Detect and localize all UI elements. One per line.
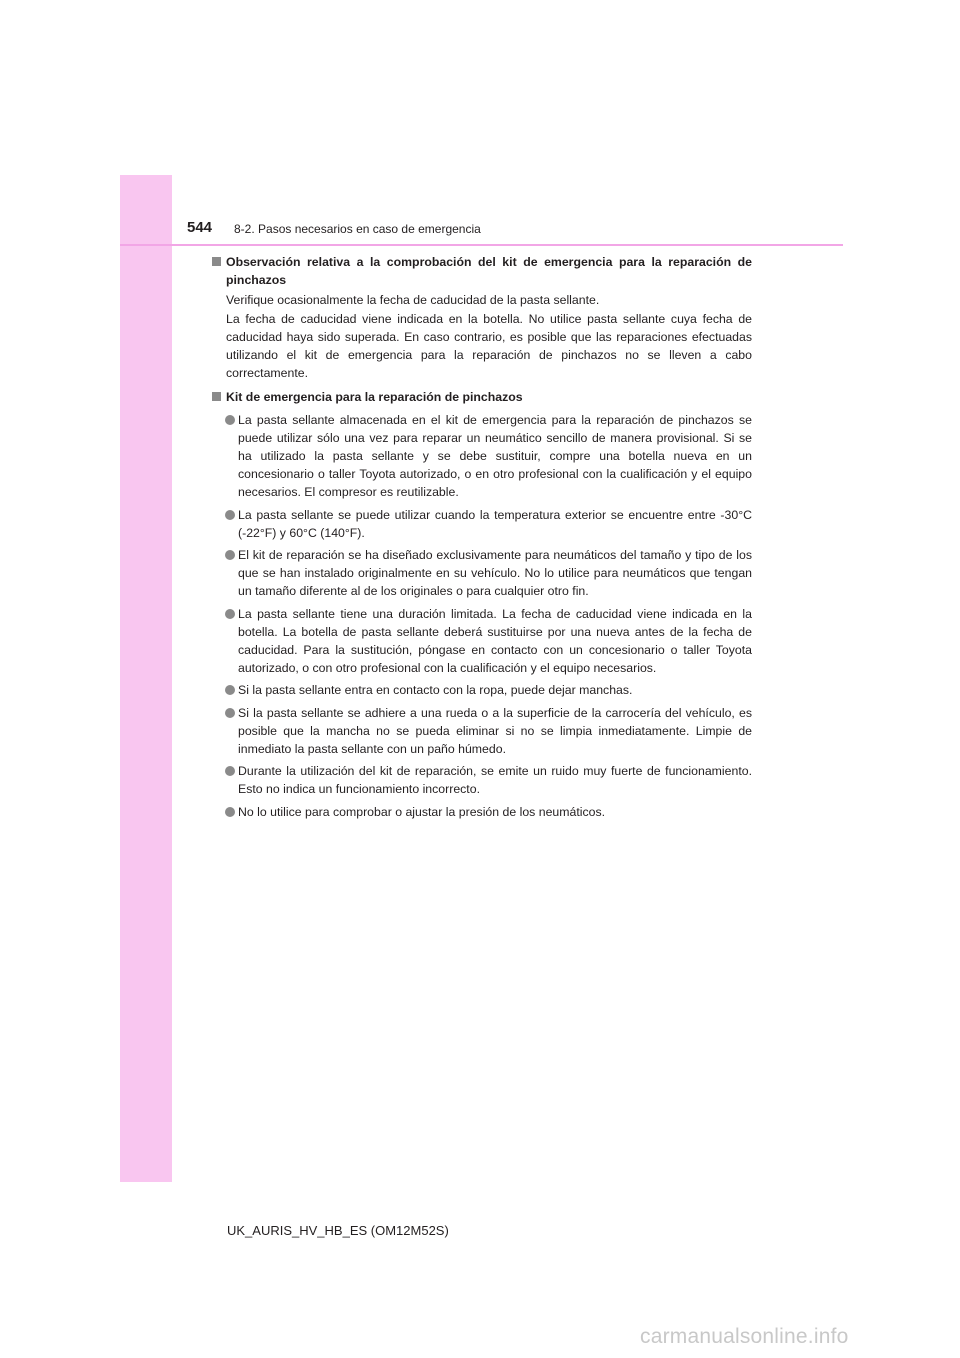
document-code: UK_AURIS_HV_HB_ES (OM12M52S) bbox=[227, 1223, 449, 1238]
page-number: 544 bbox=[187, 219, 213, 236]
round-bullet-icon bbox=[225, 415, 235, 425]
list-item bbox=[210, 506, 752, 542]
list-item-text: La pasta sellante se puede utilizar cuando la temperatura exterior se encuentre entre -30°C (-22°F) y 60°C (140°F). bbox=[238, 507, 752, 540]
list-item bbox=[210, 605, 752, 678]
section-heading-text: Observación relativa a la comprobación del kit de emergencia para la reparación de pinchazos bbox=[226, 255, 752, 288]
section-heading-kit bbox=[210, 388, 752, 406]
list-item bbox=[210, 803, 752, 821]
square-bullet-icon bbox=[212, 257, 221, 266]
round-bullet-icon bbox=[225, 766, 235, 776]
list-item-text: La pasta sellante tiene una duración limitada. La fecha de caducidad viene indicada en la botella. La botella de pasta sellante deberá sustituirse por una nueva antes de la fecha de caducidad. Para la sustitución, póngase en contacto con un concesionario o taller Toyota autorizado, o con otro profesional con la cualificación y el equipo necesarios. bbox=[238, 606, 752, 676]
round-bullet-icon bbox=[225, 609, 235, 619]
paragraph-line: Verifique ocasionalmente la fecha de caducidad de la pasta sellante. bbox=[226, 293, 600, 308]
list-item-text: Durante la utilización del kit de reparación, se emite un ruido muy fuerte de funcionamiento. Esto no indica un funcionamiento incorrecto. bbox=[238, 764, 752, 797]
paragraph-line: La fecha de caducidad viene indicada en la botella. No utilice pasta sellante cuya fecha de caducidad haya sido superada. En caso contrario, es posible que las reparaciones efectuadas utilizando el kit de emergencia para la reparación de pinchazos no se lleven a cabo correctamente. bbox=[226, 311, 752, 381]
list-item-text: Si la pasta sellante entra en contacto con la ropa, puede dejar manchas. bbox=[238, 683, 633, 698]
round-bullet-icon bbox=[225, 550, 235, 560]
side-tab-band bbox=[120, 175, 172, 1182]
section-heading-check bbox=[210, 253, 752, 289]
list-item-text: La pasta sellante almacenada en el kit de emergencia para la reparación de pinchazos se puede utilizar sólo una vez para reparar un neumático sencillo de manera provisional. Si se ha utilizado la pasta sellante y se debe sustituir, compre una botella nueva en un concesionario o taller Toyota autorizado, o en otro profesional con la cualificación y el equipo necesarios. El compresor es reutilizable. bbox=[238, 412, 752, 500]
watermark-text: carmanualsonline.info bbox=[640, 1325, 849, 1348]
round-bullet-icon bbox=[225, 708, 235, 718]
list-item bbox=[210, 762, 752, 798]
section-heading-text: Kit de emergencia para la reparación de pinchazos bbox=[226, 390, 523, 405]
round-bullet-icon bbox=[225, 510, 235, 520]
header-divider bbox=[120, 244, 843, 246]
page-content bbox=[210, 253, 752, 821]
list-item bbox=[210, 546, 752, 601]
list-item-text: No lo utilice para comprobar o ajustar la presión de los neumáticos. bbox=[238, 804, 606, 819]
round-bullet-icon bbox=[225, 685, 235, 695]
list-item bbox=[210, 681, 752, 699]
section-title: 8-2. Pasos necesarios en caso de emergencia bbox=[234, 222, 481, 236]
list-item bbox=[210, 411, 752, 502]
list-item bbox=[210, 704, 752, 759]
round-bullet-icon bbox=[225, 807, 235, 817]
list-item-text: El kit de reparación se ha diseñado exclusivamente para neumáticos del tamaño y tipo de los que se han instalado originalmente en su vehículo. No lo utilice para neumáticos que tengan un tamaño diferente al de los originales o para cualquier otro fin. bbox=[238, 548, 752, 599]
check-paragraph bbox=[210, 291, 752, 382]
square-bullet-icon bbox=[212, 392, 221, 401]
list-item-text: Si la pasta sellante se adhiere a una rueda o a la superficie de la carrocería del vehículo, es posible que la mancha no se pueda eliminar si no se limpia inmediatamente. Limpie de inmediato la pasta sellante con un paño húmedo. bbox=[238, 705, 752, 757]
